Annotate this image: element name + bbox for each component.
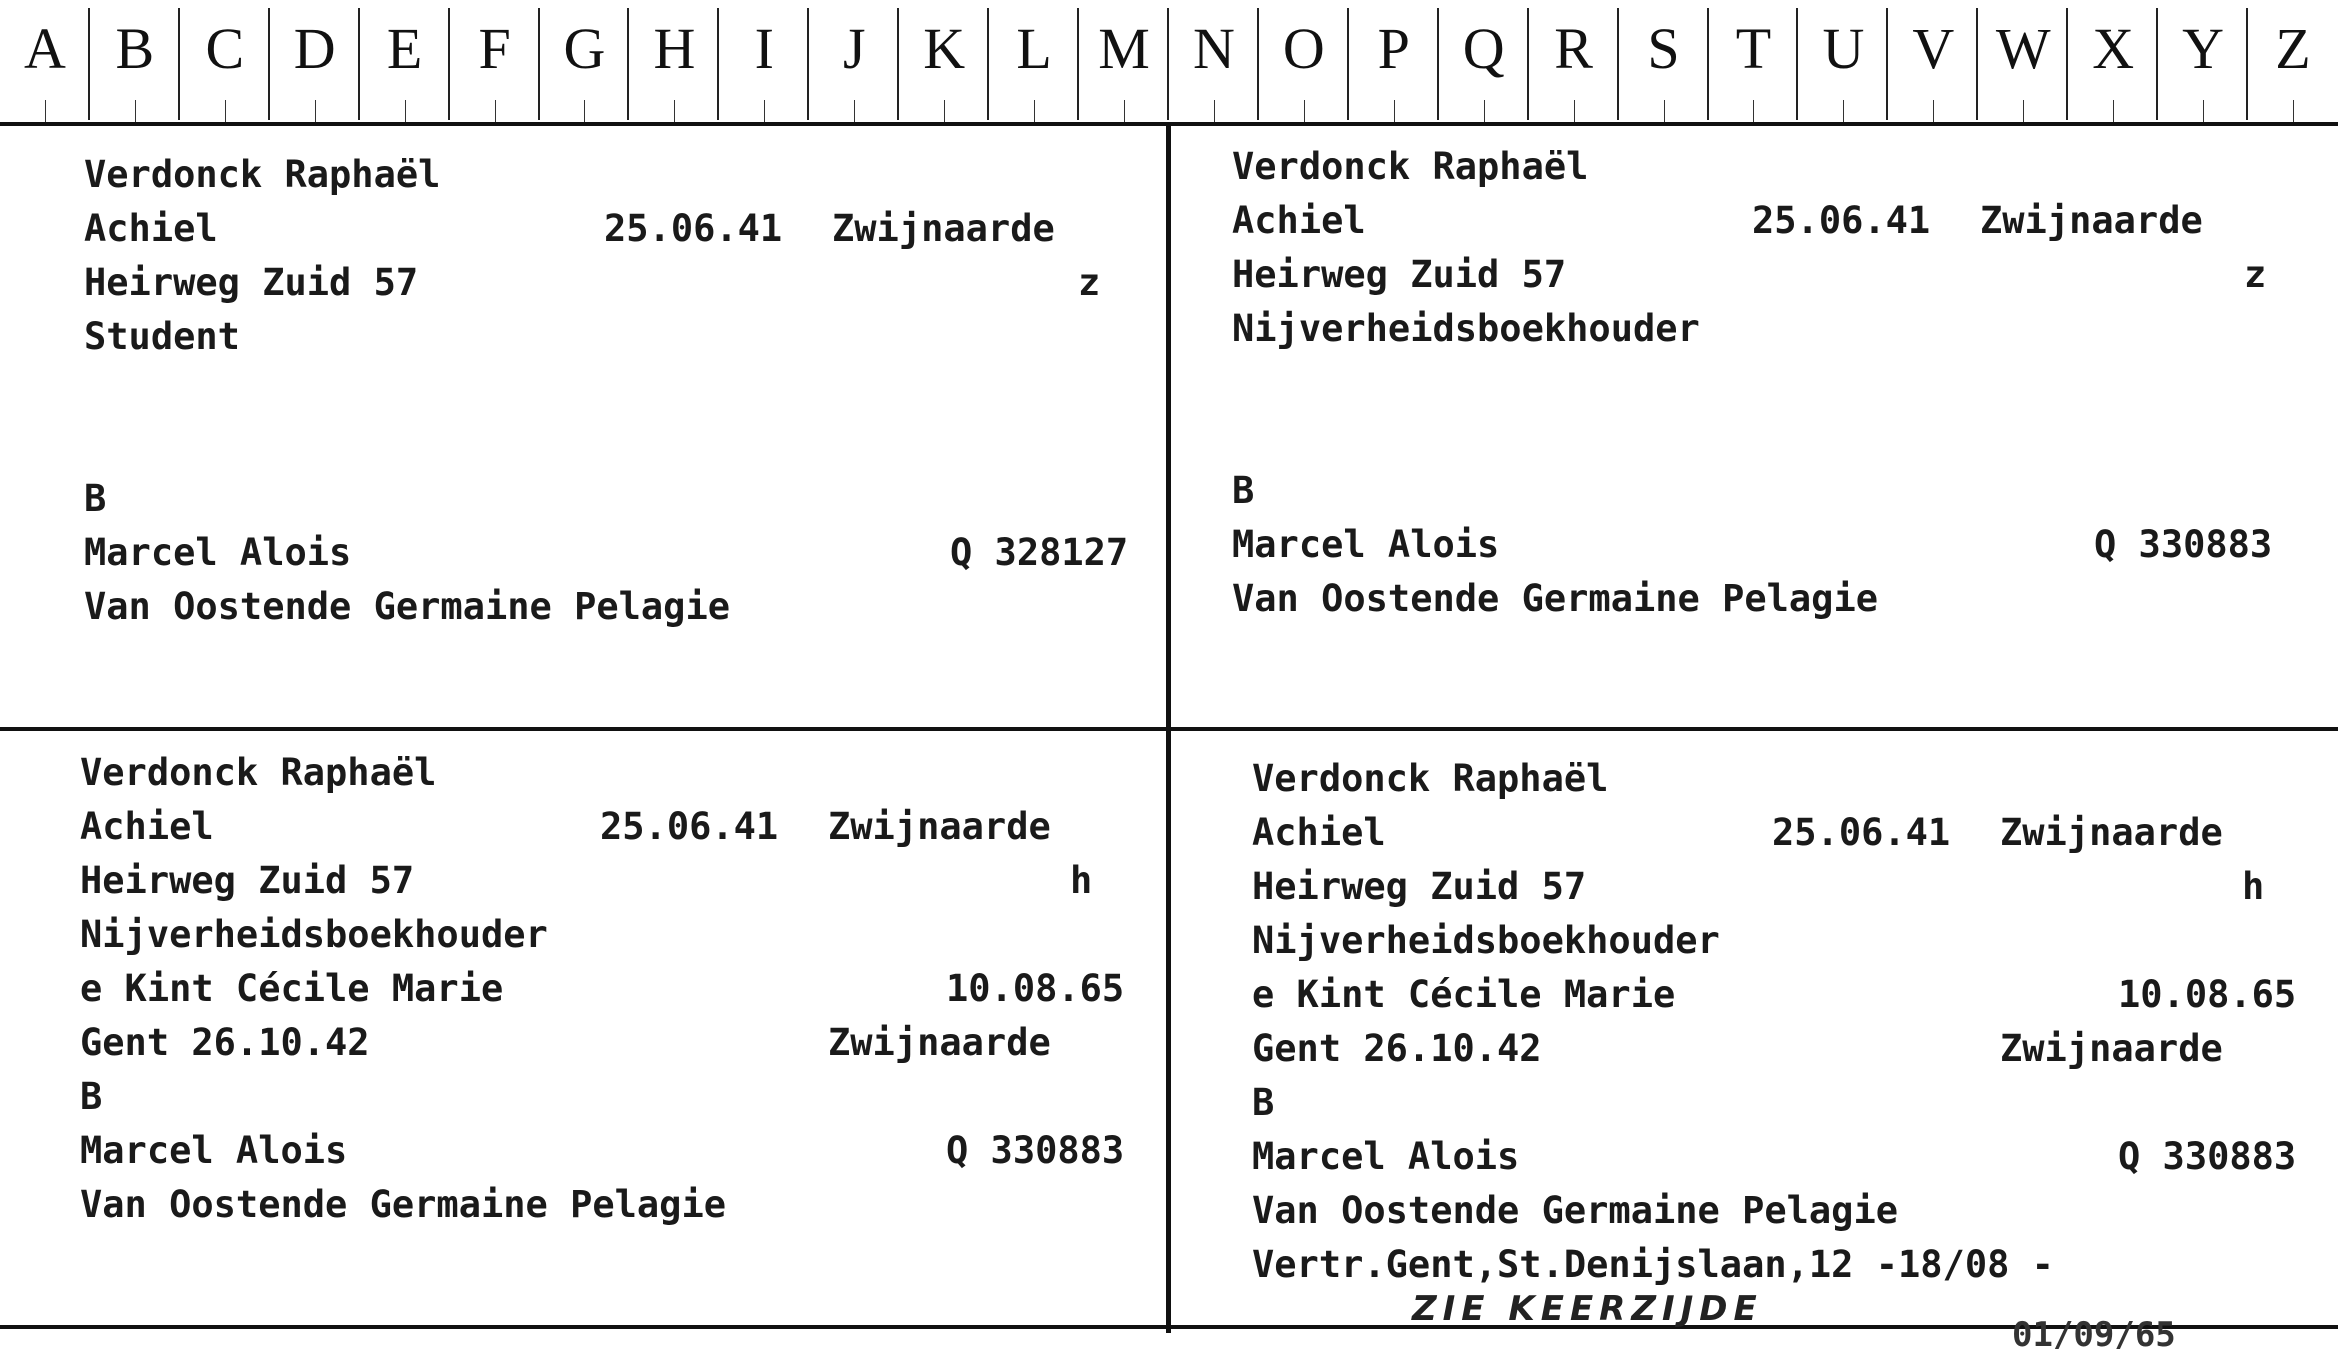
card-surname: Verdonck Raphaël	[80, 751, 437, 794]
card-spouse-birth: Gent 26.10.42	[80, 1021, 370, 1064]
alpha-tab-z[interactable]: Z	[2248, 0, 2338, 122]
card-address: Heirweg Zuid 57	[80, 859, 415, 902]
card-birth-date: 25.06.41	[600, 805, 779, 848]
alpha-tab-u[interactable]: U	[1798, 0, 1888, 122]
card-code: z	[2244, 253, 2267, 296]
card-mother: Van Oostende Germaine Pelagie	[1252, 1189, 1899, 1232]
alpha-tab-f[interactable]: F	[450, 0, 540, 122]
card-departure-note: Vertr.Gent,St.Denijslaan,12 -18/08 -	[1252, 1243, 2054, 1286]
record-card-1[interactable]	[84, 148, 1144, 708]
alpha-tab-p[interactable]: P	[1349, 0, 1439, 122]
alpha-tab-g[interactable]: G	[540, 0, 630, 122]
card-birth-place: Zwijnaarde	[2000, 811, 2223, 854]
card-occupation: Nijverheidsboekhouder	[80, 913, 548, 956]
card-spouse-birth: Gent 26.10.42	[1252, 1027, 1542, 1070]
alpha-tab-o[interactable]: O	[1259, 0, 1349, 122]
record-card-4[interactable]	[1252, 752, 2322, 1355]
card-reference: Q 330883	[2118, 1135, 2297, 1178]
alpha-tab-n[interactable]: N	[1169, 0, 1259, 122]
alpha-tab-b[interactable]: B	[90, 0, 180, 122]
card-mother: Van Oostende Germaine Pelagie	[84, 585, 731, 628]
card-category: B	[84, 477, 107, 520]
alpha-tab-c[interactable]: C	[180, 0, 270, 122]
card-marriage-place: Zwijnaarde	[828, 1021, 1051, 1064]
card-occupation: Nijverheidsboekhouder	[1232, 307, 1700, 350]
card-birth-place: Zwijnaarde	[1980, 199, 2203, 242]
card-firstname: Achiel	[1232, 199, 1366, 242]
card-occupation: Student	[84, 315, 240, 358]
card-surname: Verdonck Raphaël	[1232, 145, 1589, 188]
alpha-tab-l[interactable]: L	[989, 0, 1079, 122]
card-birth-date: 25.06.41	[1752, 199, 1931, 242]
card-marriage-place: Zwijnaarde	[2000, 1027, 2223, 1070]
card-surname: Verdonck Raphaël	[84, 153, 441, 196]
bottom-divider	[0, 1325, 2338, 1329]
card-birth-date: 25.06.41	[1772, 811, 1951, 854]
alpha-tab-x[interactable]: X	[2068, 0, 2158, 122]
card-category: B	[1232, 469, 1255, 512]
card-marriage-date: 10.08.65	[946, 967, 1125, 1010]
card-father: Marcel Alois	[84, 531, 352, 574]
alpha-tab-e[interactable]: E	[360, 0, 450, 122]
alpha-tab-d[interactable]: D	[270, 0, 360, 122]
card-address: Heirweg Zuid 57	[1232, 253, 1567, 296]
card-father: Marcel Alois	[80, 1129, 348, 1172]
alpha-tab-k[interactable]: K	[899, 0, 989, 122]
card-spouse: e Kint Cécile Marie	[80, 967, 504, 1010]
card-father: Marcel Alois	[1232, 523, 1500, 566]
card-code: h	[2242, 865, 2265, 908]
card-firstname: Achiel	[1252, 811, 1386, 854]
card-code: z	[1078, 261, 1101, 304]
alpha-tab-j[interactable]: J	[809, 0, 899, 122]
card-mother: Van Oostende Germaine Pelagie	[80, 1183, 727, 1226]
card-firstname: Achiel	[84, 207, 218, 250]
card-birth-place: Zwijnaarde	[832, 207, 1055, 250]
record-card-3[interactable]	[80, 746, 1140, 1316]
card-code: h	[1070, 859, 1093, 902]
card-address: Heirweg Zuid 57	[1252, 865, 1587, 908]
card-reference: Q 330883	[946, 1129, 1125, 1172]
card-reference: Q 328127	[950, 531, 1129, 574]
alpha-tab-q[interactable]: Q	[1439, 0, 1529, 122]
card-category: B	[80, 1075, 103, 1118]
card-category: B	[1252, 1081, 1275, 1124]
alphabet-index-strip	[0, 0, 2338, 126]
alpha-tab-a[interactable]: A	[0, 0, 90, 122]
card-marriage-date: 10.08.65	[2118, 973, 2297, 1016]
alpha-tab-v[interactable]: V	[1888, 0, 1978, 122]
alpha-tab-y[interactable]: Y	[2158, 0, 2248, 122]
alpha-tab-i[interactable]: I	[719, 0, 809, 122]
card-firstname: Achiel	[80, 805, 214, 848]
card-father: Marcel Alois	[1252, 1135, 1520, 1178]
alpha-tab-s[interactable]: S	[1619, 0, 1709, 122]
alpha-tab-h[interactable]: H	[629, 0, 719, 122]
card-occupation: Nijverheidsboekhouder	[1252, 919, 1720, 962]
alpha-tab-r[interactable]: R	[1529, 0, 1619, 122]
card-spouse: e Kint Cécile Marie	[1252, 973, 1676, 1016]
record-card-2[interactable]	[1232, 140, 2322, 700]
card-reference: Q 330883	[2094, 523, 2273, 566]
card-handwritten-note: ZIE KEERZIJDE	[1412, 1289, 1763, 1329]
card-birth-place: Zwijnaarde	[828, 805, 1051, 848]
alpha-tab-t[interactable]: T	[1709, 0, 1799, 122]
card-grid	[0, 126, 2338, 1355]
alpha-tab-m[interactable]: M	[1079, 0, 1169, 122]
horizontal-divider	[0, 727, 2338, 731]
card-mother: Van Oostende Germaine Pelagie	[1232, 577, 1879, 620]
card-surname: Verdonck Raphaël	[1252, 757, 1609, 800]
card-birth-date: 25.06.41	[604, 207, 783, 250]
card-address: Heirweg Zuid 57	[84, 261, 419, 304]
alpha-tab-w[interactable]: W	[1978, 0, 2068, 122]
card-cut-date: 01/09/65	[2012, 1315, 2176, 1355]
